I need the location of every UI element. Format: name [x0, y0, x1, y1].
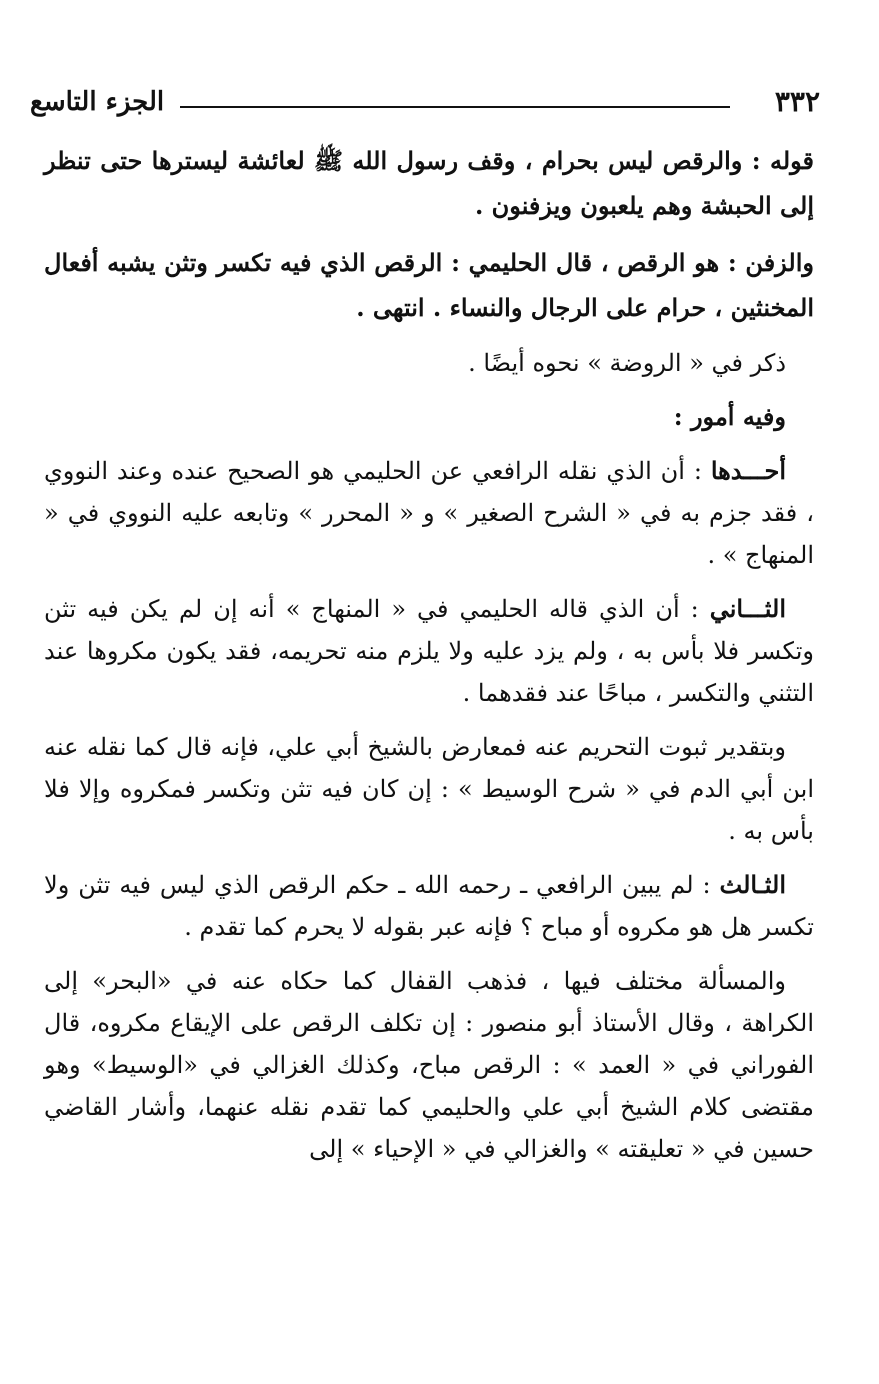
paragraph [44, 864, 814, 948]
paragraph-text: ذكر في « الروضة » نحوه أيضًا . [468, 349, 786, 377]
page-header [30, 82, 820, 122]
paragraph-text: والمسألة مختلف فيها ، فذهب القفال كما حكاه عنه في «البحر» إلى الكراهة ، وقال الأستاذ أبو منصور : إن تكلف الرقص على الإيقاع مكروه، قال الفوراني في « العمد » : الرقص مباح، وكذلك الغزالي في «الوسيط» وهو مقتضى كلام الشيخ أبي علي والحليمي كما تقدم نقله عنهما، وأشار القاضي حسين في « تعليقته » والغزالي في « الإحياء » إلى [44, 967, 814, 1163]
paragraph [44, 396, 814, 438]
running-title: الجزء التاسع [30, 87, 165, 117]
paragraph-text: وبتقدير ثبوت التحريم عنه فمعارض بالشيخ أبي علي، فإنه قال كما نقله عنه ابن أبي الدم في « شرح الوسيط » : إن كان فيه تثن وتكسر فمكروه وإلا فلا بأس به . [44, 733, 814, 845]
page-body [44, 138, 814, 1182]
paragraph [44, 960, 814, 1170]
paragraph [44, 240, 814, 330]
header-rule [180, 106, 730, 108]
paragraph-lead: الثـالث [719, 870, 786, 899]
paragraph-text: والزفن : هو الرقص ، قال الحليمي : الرقص الذي فيه تكسر وتثن يشبه أفعال المخنثين ، حرام على الرجال والنساء . انتهى . [44, 248, 814, 322]
paragraph-text: : أن الذي قاله الحليمي في « المنهاج » أنه إن لم يكن فيه تثن وتكسر فلا بأس به ، ولم يزد عليه ولا يلزم منه تحريمه، فقد يكون مكروها عند التثني والتكسر ، مباحًا عند فقدهما . [44, 595, 814, 707]
paragraph [44, 726, 814, 852]
paragraph-text: قوله : والرقص ليس بحرام ، وقف رسول الله ﷺ لعائشة ليسترها حتى تنظر إلى الحبشة وهم يلعبون ويزفنون . [44, 146, 814, 220]
paragraph [44, 342, 814, 384]
paragraph-text: : أن الذي نقله الرافعي عن الحليمي هو الصحيح عنده وعند النووي ، فقد جزم به في « الشرح الصغير » و « المحرر » وتابعه عليه النووي في « المنهاج » . [44, 457, 814, 569]
paragraph-lead: الثـــاني [709, 594, 786, 623]
paragraph [44, 450, 814, 576]
page-number: ٣٣٢ [774, 85, 820, 118]
paragraph-text: : لم يبين الرافعي ـ رحمه الله ـ حكم الرقص الذي ليس فيه تثن ولا تكسر هل هو مكروه أو مباح ؟ فإنه عبر بقوله لا يحرم كما تقدم . [44, 871, 814, 941]
paragraph-lead: أحـــدها [710, 456, 786, 485]
paragraph [44, 588, 814, 714]
paragraph-lead: وفيه أمور : [673, 402, 786, 431]
paragraph [44, 138, 814, 228]
